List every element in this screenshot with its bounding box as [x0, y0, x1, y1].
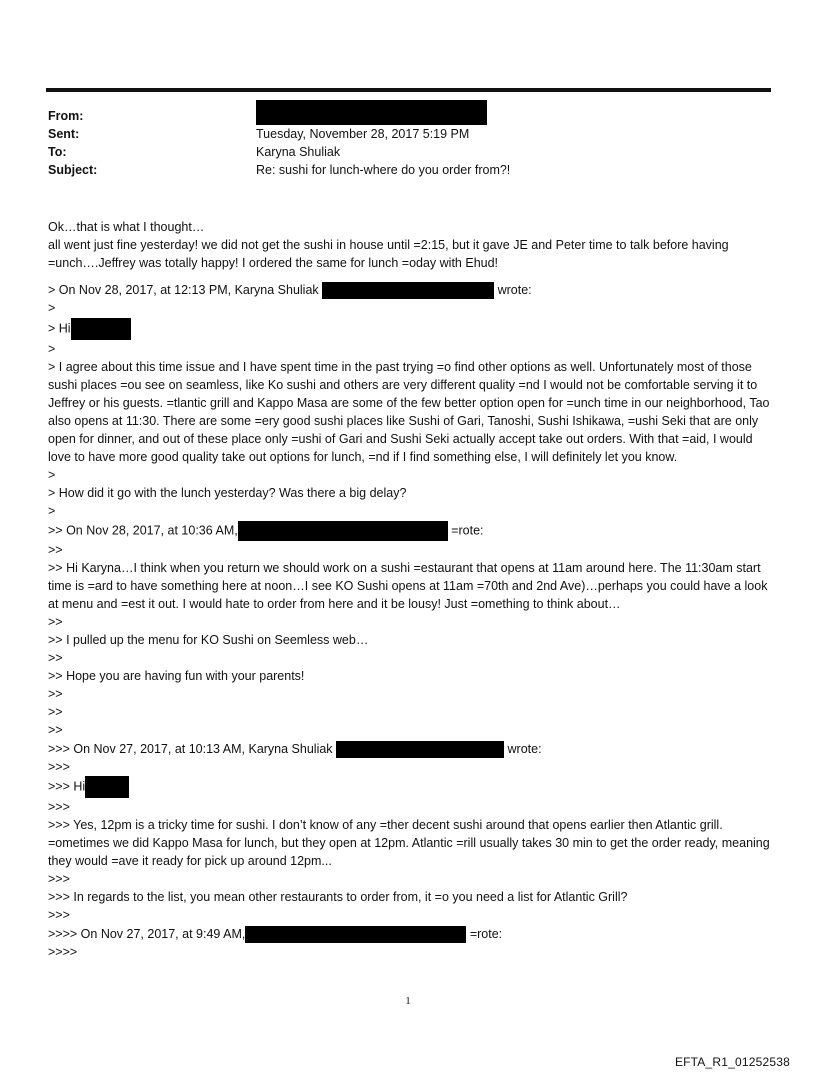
quote2-line: >> I pulled up the menu for KO Sushi on Seemless web… — [48, 632, 369, 647]
redacted-name — [71, 318, 131, 340]
quote2-marker: >> — [48, 614, 63, 629]
quote3-header: >>> On Nov 27, 2017, at 10:13 AM, Karyna Shuliak wrote: — [48, 740, 773, 758]
body-line: Ok…that is what I thought… — [48, 220, 205, 234]
quote-paragraph: > I agree about this time issue and I have spent time in the past trying =o find other options as well. Unfortunately most of those sushi places =ou see on seamless, like Ko sushi and others are very different quality =nd I would not be comfortable serving it to Jeffrey or his guests. =tlantic grill and Kappo Masa are some of the few better option open for =unch time in our neighborhood, Tao also opens at 11:30. There are some =ery good sushi places like Sushi of Gari, Tanoshi, Sushi Ishikawa, =ushi Seki that are only open for dinner, and out of these place only =ushi of Gari and Sushi Seki actually accept take out orders. With that =aid, I would love to have more good quality take out options for lunch, =nd if I find something else, I will definitely let you know. — [48, 359, 770, 465]
bates-number: EFTA_R1_01252538 — [674, 1055, 790, 1069]
quote3-paragraph: >>> Yes, 12pm is a tricky time for sushi. I don’t know of any =ther decent sushi around that opens earlier then Atlantic grill. =ometimes we did Kappo Masa for lunch, but they open at 12pm. Atlantic =rill usually takes 30 min to get the order ready, meaning they would =ave it ready for pick up around 12pm... — [48, 817, 770, 869]
quote3-marker: >>> — [48, 908, 70, 923]
email-header — [48, 107, 773, 183]
redacted-email — [238, 521, 448, 541]
subject-value: Re: sushi for lunch-where do you order from?! — [256, 163, 511, 177]
quote-greeting: > Hi — [48, 318, 773, 340]
quote-marker: > — [48, 468, 56, 483]
body-paragraph: all went just fine yesterday! we did not get the sushi in house until =2:15, but it gave JE and Peter time to talk before having =unch….Jeffrey was totally happy! I ordered the same for lunch =oday with Ehud! — [48, 238, 729, 271]
from-label: From: — [48, 109, 84, 123]
quote4-marker: >>>> — [48, 944, 78, 959]
sent-label: Sent: — [48, 127, 80, 141]
quote2-marker: >> — [48, 542, 63, 557]
quote2-paragraph: >> Hi Karyna…I think when you return we should work on a sushi =estaurant that opens at 11am around here. The 11:30am start time is =ard to have something here at noon…I see KO Sushi opens at 11am =70th and 2nd Ave)…perhaps you could have a look at menu and =est it out. I would hate to order from here and it be lousy! Just =omething to think about… — [48, 560, 768, 611]
quote-header: > On Nov 28, 2017, at 12:13 PM, Karyna Shuliak wrote: — [48, 281, 773, 299]
quote4-header: >>>> On Nov 27, 2017, at 9:49 AM, =rote: — [48, 925, 773, 943]
quote-marker: > — [48, 301, 56, 316]
to-value: Karyna Shuliak — [256, 145, 341, 159]
quote-marker: > — [48, 341, 56, 356]
quote-marker: > — [48, 504, 56, 519]
header-rule — [46, 88, 771, 92]
quote3-marker: >>> — [48, 759, 70, 774]
quote2-marker: >> — [48, 651, 63, 666]
page-number: 1 — [405, 995, 411, 1007]
quote3-greeting: >>> Hi — [48, 776, 773, 798]
redacted-email — [322, 282, 494, 299]
quote2-marker: >> — [48, 723, 63, 738]
to-label: To: — [48, 145, 67, 159]
quote2-line: >> Hope you are having fun with your parents! — [48, 669, 305, 684]
quote2-marker: >> — [48, 705, 63, 720]
email-body — [48, 218, 773, 961]
quote3-line: >>> In regards to the list, you mean other restaurants to order from, it =o you need a list for Atlantic Grill? — [48, 890, 628, 905]
redacted-email — [245, 926, 466, 943]
sent-value: Tuesday, November 28, 2017 5:19 PM — [256, 127, 470, 141]
from-value-redacted — [256, 100, 487, 125]
quote-line: > How did it go with the lunch yesterday? Was there a big delay? — [48, 486, 407, 501]
redacted-email — [336, 741, 504, 758]
quote2-header: >> On Nov 28, 2017, at 10:36 AM, =rote: — [48, 521, 773, 541]
quote2-marker: >> — [48, 687, 63, 702]
redacted-name — [85, 776, 129, 798]
subject-label: Subject: — [48, 163, 98, 177]
quote3-marker: >>> — [48, 872, 70, 887]
quote3-marker: >>> — [48, 799, 70, 814]
